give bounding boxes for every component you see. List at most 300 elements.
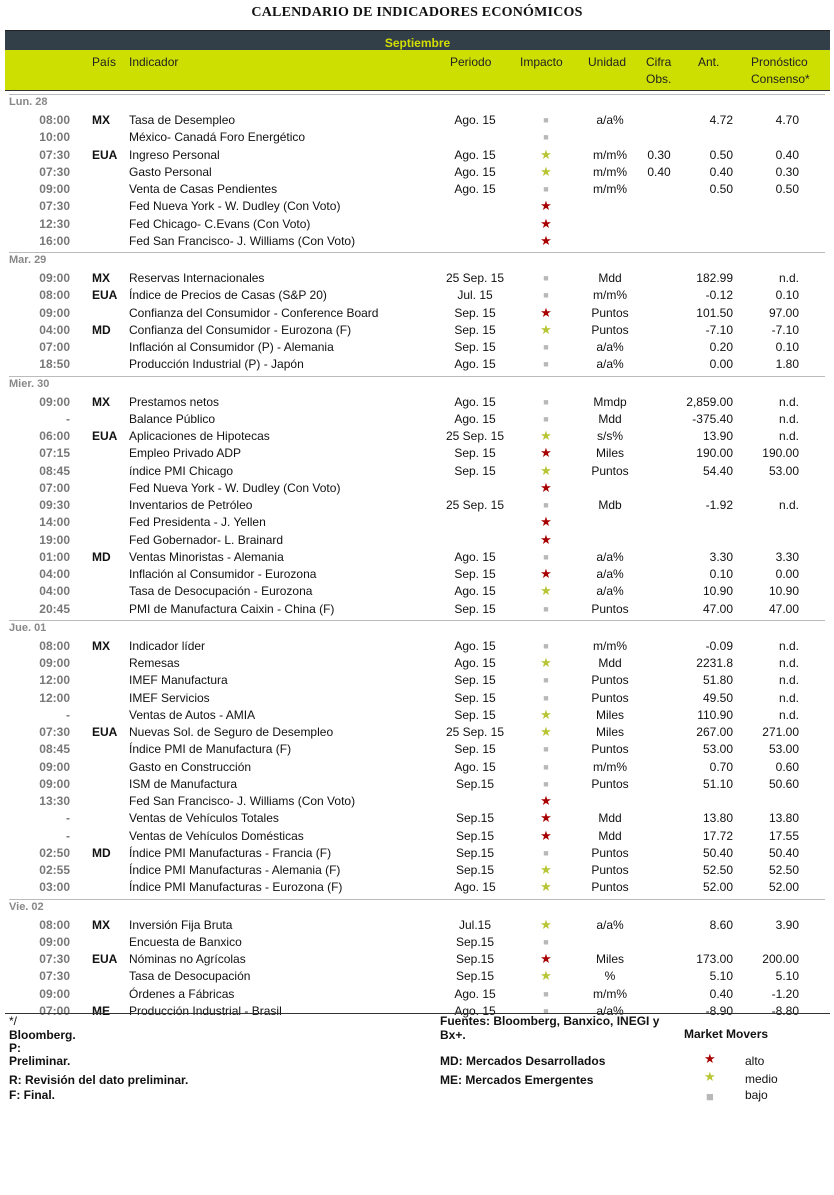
period-cell: 25 Sep. 15	[445, 429, 505, 443]
square-icon-gray: ■	[543, 290, 549, 301]
indicator-cell: Fed Gobernador- L. Brainard	[129, 532, 284, 547]
unit-cell: a/a%	[596, 567, 624, 581]
unit-cell: Puntos	[591, 305, 629, 320]
star-icon-green: ★	[540, 724, 552, 739]
indicator-cell: Venta de Casas Pendientes	[129, 182, 278, 196]
square-icon-gray: ■	[543, 692, 549, 703]
period-cell: Sep. 15	[454, 567, 496, 581]
consensus-cell: n.d.	[778, 690, 799, 705]
square-icon-gray: ■	[543, 988, 549, 999]
ant-cell: 8.60	[709, 917, 733, 932]
country-cell: MX	[92, 113, 110, 127]
time-cell: 03:00	[39, 880, 70, 895]
star-icon-green: ★	[540, 862, 552, 877]
time-cell: 08:45	[39, 463, 70, 478]
country-cell: EUA	[92, 147, 118, 162]
time-cell: 07:30	[39, 969, 70, 984]
star-icon-red: ★	[540, 531, 552, 547]
time-cell: -	[66, 828, 70, 843]
indicator-cell: IMEF Manufactura	[129, 673, 228, 688]
time-cell: 08:00	[39, 638, 70, 653]
ant-cell: 0.70	[709, 759, 733, 774]
star-icon-green: ★	[540, 321, 552, 337]
period-cell: Ago. 15	[454, 584, 496, 599]
indicator-cell: Remesas	[129, 656, 180, 670]
indicator-cell: Índice PMI Manufacturas - Eurozona (F)	[129, 880, 343, 895]
indicator-cell: Índice PMI de Manufactura (F)	[129, 742, 292, 757]
unit-cell: m/m%	[593, 164, 627, 179]
time-cell: 06:00	[39, 429, 70, 443]
star-icon-red: ★	[540, 215, 552, 231]
header-consenso: Consenso*	[751, 72, 810, 86]
star-icon-red: ★	[540, 514, 552, 530]
time-cell: 07:15	[39, 446, 70, 461]
period-cell: Sep.15	[455, 845, 495, 860]
unit-cell: Puntos	[591, 880, 629, 895]
consensus-cell: n.d.	[778, 673, 799, 688]
period-cell: Ago. 15	[454, 1003, 496, 1018]
square-icon-gray: ■	[543, 936, 549, 947]
ant-cell: 53.00	[702, 742, 733, 757]
period-cell: Ago. 15	[454, 656, 496, 670]
unit-cell: Puntos	[591, 690, 629, 705]
time-cell: 07:30	[39, 952, 70, 966]
ant-cell: 190.00	[696, 446, 733, 461]
indicator-cell: Encuesta de Banxico	[129, 934, 242, 949]
indicator-cell: Inflación al Consumidor - Eurozona	[129, 567, 317, 581]
ant-cell: 51.80	[702, 673, 733, 688]
ant-cell: -0.09	[705, 638, 733, 653]
legend-bajo: bajo	[745, 1088, 768, 1102]
period-cell: Sep. 15	[454, 305, 496, 320]
unit-cell: %	[604, 969, 616, 984]
header-impacto: Impacto	[520, 55, 563, 69]
time-cell: 09:30	[39, 498, 70, 512]
country-cell: MX	[92, 394, 110, 409]
time-cell: 09:00	[39, 182, 70, 196]
market-movers-title: Market Movers	[684, 1027, 769, 1041]
period-cell: Sep. 15	[454, 707, 496, 722]
ant-cell: -8.90	[705, 1003, 733, 1018]
footnote-p: P:	[9, 1041, 21, 1055]
consensus-cell: -8.80	[771, 1003, 799, 1018]
footnote-star: */	[9, 1014, 18, 1028]
square-icon-gray: ■	[706, 1089, 714, 1104]
legend-alto: alto	[745, 1054, 765, 1068]
consensus-cell: 52.50	[768, 863, 799, 877]
country-cell: MD	[92, 322, 111, 337]
header-ant: Ant.	[698, 55, 720, 69]
square-icon-gray: ■	[543, 500, 549, 510]
period-cell: Sep.15	[455, 969, 495, 984]
time-cell: 08:00	[39, 288, 70, 303]
star-icon-red: ★	[540, 951, 552, 966]
square-icon-gray: ■	[543, 761, 549, 772]
time-cell: 09:00	[39, 305, 70, 320]
star-icon-green: ★	[540, 163, 552, 179]
indicator-cell: ISM de Manufactura	[129, 776, 238, 791]
time-cell: 09:00	[39, 271, 70, 285]
consensus-cell: 271.00	[762, 725, 799, 739]
period-cell: Ago. 15	[454, 986, 496, 1001]
period-cell: Ago. 15	[454, 357, 496, 372]
ant-cell: 13.90	[702, 429, 733, 443]
time-cell: 04:00	[39, 567, 70, 581]
indicator-cell: Reservas Internacionales	[129, 271, 265, 285]
consensus-cell: -7.10	[771, 322, 799, 337]
consensus-cell: n.d.	[778, 271, 799, 285]
star-icon-green: ★	[540, 428, 552, 443]
unit-cell: m/m%	[593, 638, 627, 653]
consensus-cell: 1.80	[775, 357, 799, 372]
ant-cell: -7.10	[705, 322, 733, 337]
star-icon-green: ★	[540, 916, 552, 932]
time-cell: 16:00	[39, 233, 70, 248]
square-icon-gray: ■	[543, 1005, 549, 1016]
unit-cell: a/a%	[596, 549, 624, 564]
time-cell: 08:00	[39, 113, 70, 127]
indicator-cell: Fed Nueva York - W. Dudley (Con Voto)	[129, 480, 341, 495]
consensus-cell: n.d.	[778, 498, 799, 512]
ant-cell: 47.00	[702, 601, 733, 616]
unit-cell: m/m%	[593, 986, 627, 1001]
time-cell: 07:30	[39, 725, 70, 739]
unit-cell: Mdd	[598, 828, 622, 843]
indicator-cell: México- Canadá Foro Energético	[129, 130, 306, 145]
time-cell: 04:00	[39, 322, 70, 337]
ant-cell: 0.40	[709, 986, 733, 1001]
square-icon-gray: ■	[543, 413, 549, 424]
indicator-cell: Ventas de Vehículos Domésticas	[129, 828, 304, 843]
indicator-cell: Nuevas Sol. de Seguro de Desempleo	[129, 725, 334, 739]
ant-cell: 0.50	[709, 182, 733, 196]
ant-cell: 17.72	[702, 828, 733, 843]
header-unidad: Unidad	[588, 55, 627, 69]
time-cell: 07:00	[39, 340, 70, 354]
indicator-cell: Ingreso Personal	[129, 147, 220, 162]
ant-cell: 10.90	[702, 584, 733, 599]
ant-cell: -375.40	[692, 411, 733, 426]
period-cell: Jul. 15	[457, 288, 493, 303]
square-icon-gray: ■	[543, 603, 549, 614]
consensus-cell: 47.00	[768, 601, 799, 616]
period-cell: 25 Sep. 15	[445, 498, 505, 512]
page-title: CALENDARIO DE INDICADORES ECONÓMICOS	[251, 5, 583, 20]
star-icon-red: ★	[540, 479, 552, 495]
time-cell: 09:00	[39, 934, 70, 949]
day-header: Mier. 30	[9, 376, 825, 394]
time-cell: 09:00	[39, 656, 70, 670]
consensus-cell: 53.00	[768, 463, 799, 478]
indicator-cell: Inflación al Consumidor (P) - Alemania	[129, 340, 334, 354]
consensus-cell: 50.40	[768, 845, 799, 860]
header-obs: Obs.	[646, 72, 672, 86]
period-cell: Ago. 15	[454, 411, 496, 426]
ant-cell: 182.99	[696, 271, 733, 285]
unit-cell: a/a%	[596, 917, 624, 932]
ant-cell: 0.50	[709, 147, 733, 162]
unit-cell: m/m%	[593, 182, 627, 196]
ant-cell: 267.00	[696, 725, 733, 739]
consensus-cell: 53.00	[768, 742, 799, 757]
unit-cell: Puntos	[591, 863, 629, 877]
time-cell: -	[66, 811, 70, 826]
month-label: Septiembre	[384, 36, 451, 50]
period-cell: Sep.15	[455, 828, 495, 843]
period-cell: Sep. 15	[454, 601, 496, 616]
star-icon-red: ★	[540, 232, 552, 248]
star-icon-red: ★	[540, 304, 552, 320]
star-icon-green: ★	[540, 706, 552, 722]
period-cell: Sep.15	[455, 811, 495, 826]
unit-cell: Puntos	[591, 742, 629, 757]
unit-cell: Puntos	[591, 601, 629, 616]
header-pais: País	[92, 55, 117, 69]
unit-cell: Puntos	[591, 673, 629, 688]
ant-cell: 2231.8	[696, 656, 733, 670]
footnote-revision: R: Revisión del dato preliminar.	[9, 1073, 189, 1087]
header-cifra: Cifra	[646, 55, 672, 69]
unit-cell: a/a%	[596, 340, 624, 354]
time-cell: 09:00	[39, 986, 70, 1001]
ant-cell: 173.00	[696, 952, 733, 966]
period-cell: Ago. 15	[454, 759, 496, 774]
star-icon-green: ★	[704, 1069, 716, 1084]
period-cell: Sep. 15	[454, 690, 496, 705]
unit-cell: Miles	[595, 707, 624, 722]
consensus-cell: 52.00	[768, 880, 799, 895]
indicator-cell: IMEF Servicios	[129, 690, 210, 705]
period-cell: Sep.15	[455, 863, 495, 877]
ant-cell: 0.00	[709, 357, 733, 372]
time-cell: 19:00	[39, 532, 70, 547]
time-cell: 18:50	[39, 357, 70, 372]
star-icon-green: ★	[540, 146, 552, 162]
period-cell: Ago. 15	[454, 182, 496, 196]
period-cell: Jul.15	[458, 917, 492, 932]
fuentes-line-2: Bx+.	[440, 1028, 466, 1042]
country-cell: MD	[92, 845, 111, 860]
time-cell: 09:00	[39, 776, 70, 791]
time-cell: 13:30	[39, 794, 70, 808]
unit-cell: Puntos	[591, 463, 629, 478]
indicator-cell: índice PMI Chicago	[129, 463, 234, 478]
star-icon-green: ★	[540, 968, 552, 984]
ant-cell: 52.00	[702, 880, 733, 895]
ant-cell: 101.50	[696, 305, 733, 320]
header-pronostico: Pronóstico	[751, 55, 808, 69]
period-cell: Ago. 15	[454, 880, 496, 895]
star-icon-green: ★	[540, 655, 552, 670]
unit-cell: Puntos	[591, 776, 629, 791]
period-cell: Sep. 15	[454, 742, 496, 757]
star-icon-red: ★	[540, 198, 552, 214]
country-cell: EUA	[92, 288, 118, 303]
ant-cell: 13.80	[702, 811, 733, 826]
period-cell: Ago. 15	[454, 549, 496, 564]
period-cell: Ago. 15	[454, 147, 496, 162]
indicator-cell: Fed San Francisco- J. Williams (Con Voto)	[129, 233, 356, 248]
square-icon-gray: ■	[543, 744, 549, 755]
star-icon-green: ★	[540, 462, 552, 478]
period-cell: Sep. 15	[454, 340, 496, 354]
consensus-cell: n.d.	[778, 411, 799, 426]
country-cell: MX	[92, 917, 110, 932]
period-cell: Ago. 15	[454, 113, 496, 127]
unit-cell: Mdd	[598, 811, 622, 826]
unit-cell: m/m%	[593, 147, 627, 162]
country-cell: MD	[92, 549, 111, 564]
consensus-cell: 0.10	[775, 340, 799, 354]
indicator-cell: Inversión Fija Bruta	[129, 917, 233, 932]
time-cell: 09:00	[39, 759, 70, 774]
indicator-cell: Balance Público	[129, 411, 216, 426]
unit-cell: Puntos	[591, 845, 629, 860]
indicator-cell: Indicador líder	[129, 638, 206, 653]
day-header: Lun. 28	[9, 94, 825, 112]
footer-divider	[5, 1013, 830, 1014]
consensus-cell: 0.10	[775, 288, 799, 303]
ant-cell: 0.10	[709, 567, 733, 581]
time-cell: 12:00	[39, 673, 70, 688]
consensus-cell: 4.70	[775, 113, 799, 127]
indicator-cell: Prestamos netos	[129, 394, 220, 409]
square-icon-gray: ■	[543, 551, 549, 562]
square-icon-gray: ■	[543, 115, 549, 125]
indicator-cell: Inventarios de Petróleo	[129, 498, 253, 512]
indicator-cell: Índice PMI Manufacturas - Francia (F)	[129, 845, 332, 860]
square-icon-gray: ■	[543, 273, 549, 283]
indicator-cell: Índice de Precios de Casas (S&P 20)	[129, 288, 327, 303]
square-icon-gray: ■	[543, 675, 549, 686]
country-cell: MX	[92, 271, 110, 285]
unit-cell: Mdb	[598, 498, 622, 512]
unit-cell: Miles	[595, 446, 624, 461]
star-icon-green: ★	[540, 583, 552, 599]
star-icon-red: ★	[540, 810, 552, 826]
indicator-cell: Empleo Privado ADP	[129, 446, 242, 461]
country-cell: EUA	[92, 952, 118, 966]
consensus-cell: 10.90	[768, 584, 799, 599]
indicator-cell: Gasto Personal	[129, 164, 212, 179]
consensus-cell: 0.50	[775, 182, 799, 196]
unit-cell: a/a%	[596, 357, 624, 372]
unit-cell: Mdd	[598, 411, 622, 426]
indicator-cell: Ventas de Autos - AMIA	[129, 707, 256, 722]
country-cell: EUA	[92, 725, 118, 739]
time-cell: 07:00	[39, 1003, 70, 1018]
square-icon-gray: ■	[543, 778, 549, 789]
consensus-cell: n.d.	[778, 656, 799, 670]
time-cell: 20:45	[39, 601, 70, 616]
legend-me: ME: Mercados Emergentes	[440, 1073, 594, 1087]
time-cell: 08:45	[39, 742, 70, 757]
square-icon-gray: ■	[543, 396, 549, 407]
unit-cell: Mdd	[598, 271, 622, 285]
time-cell: 09:00	[39, 394, 70, 409]
star-icon-green: ★	[540, 879, 552, 895]
star-icon-red: ★	[540, 445, 552, 461]
consensus-cell: 97.00	[768, 305, 799, 320]
time-cell: 12:30	[39, 216, 70, 231]
ant-cell: 2,859.00	[686, 394, 733, 409]
obs-cell: 0.40	[647, 164, 671, 179]
consensus-cell: n.d.	[778, 638, 799, 653]
consensus-cell: 3.30	[775, 549, 799, 564]
unit-cell: a/a%	[596, 113, 624, 127]
period-cell: 25 Sep. 15	[445, 725, 505, 739]
consensus-cell: 200.00	[762, 952, 799, 966]
star-icon-red: ★	[540, 793, 552, 808]
unit-cell: a/a%	[596, 584, 624, 599]
footnote-preliminar: Preliminar.	[9, 1054, 71, 1068]
indicator-cell: Órdenes a Fábricas	[129, 986, 235, 1001]
period-cell: Ago. 15	[454, 638, 496, 653]
period-cell: Sep.15	[455, 934, 495, 949]
period-cell: Sep. 15	[454, 673, 496, 688]
consensus-cell: n.d.	[778, 707, 799, 722]
header-periodo: Periodo	[450, 55, 492, 69]
consensus-cell: n.d.	[778, 394, 799, 409]
square-icon-gray: ■	[543, 342, 549, 352]
star-icon-red: ★	[540, 566, 552, 581]
ant-cell: 3.30	[709, 549, 733, 564]
indicator-cell: Tasa de Desempleo	[129, 113, 236, 127]
time-cell: -	[66, 411, 70, 426]
period-cell: Sep.15	[455, 952, 495, 966]
indicator-cell: Ventas de Vehículos Totales	[129, 811, 279, 826]
indicator-cell: Ventas Minoristas - Alemania	[129, 549, 284, 564]
consensus-cell: 17.55	[768, 828, 799, 843]
ant-cell: 4.72	[709, 113, 733, 127]
indicator-cell: PMI de Manufactura Caixin - China (F)	[129, 601, 335, 616]
day-header: Mar. 29	[9, 252, 825, 270]
country-cell: ME	[92, 1003, 110, 1018]
indicator-cell: Fed Nueva York - W. Dudley (Con Voto)	[129, 199, 341, 214]
indicator-cell: Fed Presidenta - J. Yellen	[129, 515, 266, 530]
footnote-final: F: Final.	[9, 1088, 55, 1102]
ant-cell: 110.90	[697, 707, 733, 722]
ant-cell: 5.10	[709, 969, 733, 984]
period-cell: Ago. 15	[454, 164, 496, 179]
unit-cell: Mmdp	[593, 394, 627, 409]
time-cell: 01:00	[39, 549, 70, 564]
time-cell: 04:00	[39, 584, 70, 599]
indicator-cell: Índice PMI Manufacturas - Alemania (F)	[129, 863, 341, 877]
consensus-cell: n.d.	[778, 429, 799, 443]
time-cell: 02:55	[39, 863, 70, 877]
square-icon-gray: ■	[543, 132, 549, 143]
ant-cell: 51.10	[702, 776, 733, 791]
time-cell: 07:30	[39, 147, 70, 162]
indicator-cell: Producción Industrial (P) - Japón	[129, 357, 304, 372]
time-cell: 07:30	[39, 199, 70, 214]
period-cell: Sep. 15	[454, 446, 496, 461]
indicator-cell: Fed San Francisco- J. Williams (Con Voto)	[129, 794, 356, 808]
star-icon-red: ★	[704, 1051, 716, 1066]
time-cell: 07:00	[39, 480, 70, 495]
time-cell: 10:00	[39, 130, 70, 145]
period-cell: Sep.15	[455, 776, 495, 791]
ant-cell: -1.92	[705, 498, 733, 512]
consensus-cell: 5.10	[775, 969, 799, 984]
indicator-cell: Gasto en Construcción	[129, 759, 252, 774]
square-icon-gray: ■	[543, 640, 549, 651]
period-cell: Ago. 15	[454, 394, 496, 409]
time-cell: 07:30	[39, 164, 70, 179]
fuentes-line-1: Fuentes: Bloomberg, Banxico, INEGI y	[440, 1014, 660, 1028]
time-cell: 14:00	[39, 515, 70, 530]
